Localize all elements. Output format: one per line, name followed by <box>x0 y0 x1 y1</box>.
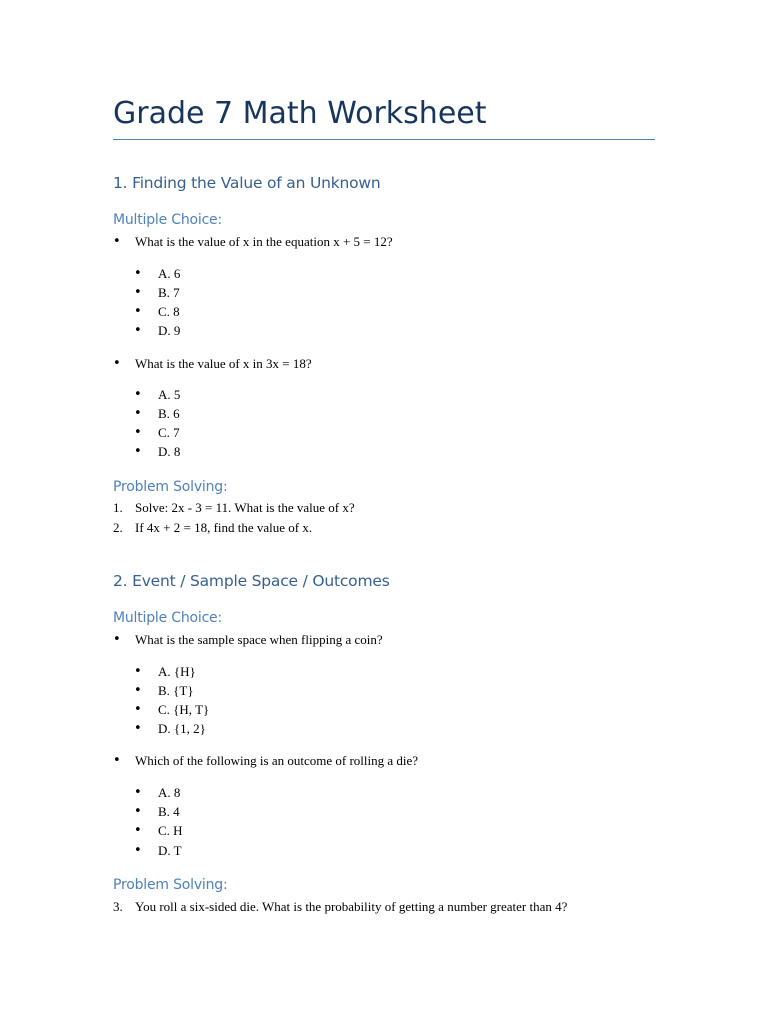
bullet-icon: • <box>134 785 142 800</box>
bullet-icon: • <box>134 425 142 440</box>
section-heading: 2. Event / Sample Space / Outcomes <box>113 572 390 590</box>
question-text: What is the sample space when flipping a coin? <box>135 632 383 647</box>
option-text: B. 7 <box>158 285 180 300</box>
bullet-icon: • <box>134 444 142 459</box>
bullet-icon: • <box>134 664 142 679</box>
option-text: B. 6 <box>158 406 180 421</box>
bullet-icon: • <box>113 234 121 249</box>
problem-solving-heading: Problem Solving: <box>113 877 228 893</box>
option-text: C. H <box>158 823 183 838</box>
question-text: What is the value of x in 3x = 18? <box>135 356 312 371</box>
option-text: D. {1, 2} <box>158 721 206 736</box>
bullet-icon: • <box>134 285 142 300</box>
bullet-icon: • <box>113 632 121 647</box>
option-text: B. 4 <box>158 804 180 819</box>
bullet-icon: • <box>134 804 142 819</box>
option-text: D. 9 <box>158 323 181 338</box>
option-text: A. 5 <box>158 387 181 402</box>
option-text: A. {H} <box>158 664 196 679</box>
section-heading: 1. Finding the Value of an Unknown <box>113 174 381 192</box>
bullet-icon: • <box>134 683 142 698</box>
problem-text: Solve: 2x - 3 = 11. What is the value of x? <box>135 500 355 515</box>
option-text: A. 6 <box>158 266 181 281</box>
bullet-icon: • <box>134 721 142 736</box>
bullet-icon: • <box>134 843 142 858</box>
bullet-icon: • <box>134 702 142 717</box>
problem-number: 3. <box>113 899 123 914</box>
problem-number: 1. <box>113 500 123 515</box>
multiple-choice-heading: Multiple Choice: <box>113 212 222 228</box>
problem-number: 2. <box>113 520 123 535</box>
option-text: C. {H, T} <box>158 702 210 717</box>
option-text: B. {T} <box>158 683 194 698</box>
problem-text: If 4x + 2 = 18, find the value of x. <box>135 520 313 535</box>
title-underline <box>113 139 655 140</box>
option-text: C. 8 <box>158 304 180 319</box>
multiple-choice-heading: Multiple Choice: <box>113 610 222 626</box>
bullet-icon: • <box>113 356 121 371</box>
problem-text: You roll a six-sided die. What is the probability of getting a number greater than 4? <box>135 899 568 914</box>
bullet-icon: • <box>134 387 142 402</box>
bullet-icon: • <box>113 753 121 768</box>
option-text: A. 8 <box>158 785 181 800</box>
bullet-icon: • <box>134 406 142 421</box>
option-text: D. T <box>158 843 182 858</box>
bullet-icon: • <box>134 323 142 338</box>
page-title: Grade 7 Math Worksheet <box>113 96 487 131</box>
problem-solving-heading: Problem Solving: <box>113 479 228 495</box>
bullet-icon: • <box>134 823 142 838</box>
question-text: Which of the following is an outcome of rolling a die? <box>135 753 419 768</box>
bullet-icon: • <box>134 266 142 281</box>
bullet-icon: • <box>134 304 142 319</box>
option-text: C. 7 <box>158 425 180 440</box>
option-text: D. 8 <box>158 444 181 459</box>
question-text: What is the value of x in the equation x + 5 = 12? <box>135 234 393 249</box>
